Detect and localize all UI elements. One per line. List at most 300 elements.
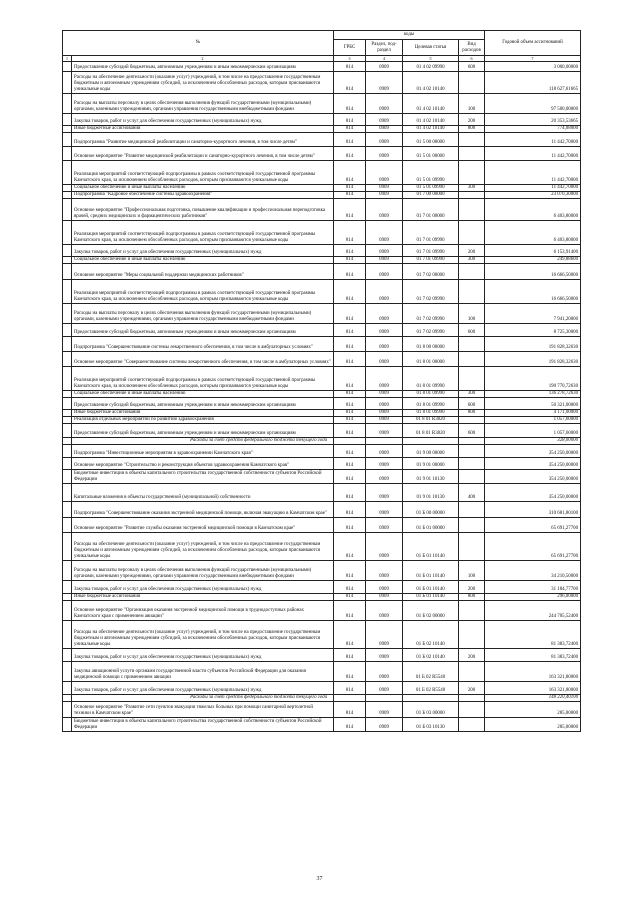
row-target-article: 01 5 01 00000 bbox=[403, 147, 459, 161]
table-row bbox=[63, 391, 581, 398]
row-amount: 16 666,50000 bbox=[485, 264, 581, 280]
row-name: Социальное обеспечение и иные выплаты населению bbox=[72, 391, 334, 398]
budget-page bbox=[62, 30, 580, 732]
row-number-cell bbox=[63, 257, 72, 264]
row-expense-type: 100 bbox=[459, 561, 485, 581]
header-grbs: ГРБС bbox=[334, 40, 366, 56]
table-row bbox=[63, 280, 581, 304]
row-section: 0909 bbox=[366, 391, 403, 398]
table-row bbox=[63, 417, 581, 424]
row-amount: 20 353,53665 bbox=[485, 114, 581, 126]
row-number-cell bbox=[63, 502, 72, 518]
row-grbs: 814 bbox=[334, 417, 366, 424]
row-amount: 249,88600 bbox=[485, 257, 581, 264]
table-row bbox=[63, 621, 581, 649]
row-grbs: 814 bbox=[334, 304, 366, 324]
row-expense-type: 800 bbox=[459, 126, 485, 133]
row-expense-type bbox=[459, 280, 485, 304]
row-amount: 118 627,61665 bbox=[485, 72, 581, 94]
table-row bbox=[63, 533, 581, 561]
row-target-article: 01 8 01 R3820 bbox=[403, 424, 459, 438]
row-amount: 136 278,72630 bbox=[485, 391, 581, 398]
row-amount: 148 220,40100 bbox=[485, 695, 581, 702]
note-row bbox=[63, 438, 581, 445]
row-section: 0909 bbox=[366, 147, 403, 161]
row-target-article: 01 Б 01 10140 bbox=[403, 581, 459, 594]
row-grbs: 814 bbox=[334, 147, 366, 161]
row-expense-type: 200 bbox=[459, 682, 485, 695]
table-row bbox=[63, 682, 581, 695]
row-grbs: 814 bbox=[334, 424, 366, 438]
row-grbs: 814 bbox=[334, 398, 366, 410]
row-expense-type: 200 bbox=[459, 245, 485, 257]
row-amount: 1 057,60000 bbox=[485, 424, 581, 438]
row-target-article: 01 4 02 10140 bbox=[403, 72, 459, 94]
budget-table bbox=[62, 30, 581, 732]
table-row bbox=[63, 352, 581, 367]
row-grbs: 814 bbox=[334, 114, 366, 126]
row-name: Подпрограмма "Инвестиционные мероприятия в здравоохранении Камчатского края" bbox=[72, 445, 334, 458]
row-section: 0909 bbox=[366, 470, 403, 484]
row-name: Реализация отдельных мероприятий по развитию здравоохранения bbox=[72, 417, 334, 424]
table-row bbox=[63, 470, 581, 484]
row-amount: 11 442,70000 bbox=[485, 147, 581, 161]
row-name: Предоставление субсидий бюджетным, автономным учреждениям и иным некоммерческим организациям bbox=[72, 424, 334, 438]
row-amount: 1 057,60000 bbox=[485, 417, 581, 424]
row-target-article: 01 7 01 00000 bbox=[403, 199, 459, 221]
note-row bbox=[63, 695, 581, 702]
row-amount: 163 321,80000 bbox=[485, 662, 581, 682]
row-section: 0909 bbox=[366, 192, 403, 199]
row-expense-type: 100 bbox=[459, 304, 485, 324]
row-amount: 310 681,80100 bbox=[485, 502, 581, 518]
row-target-article bbox=[403, 438, 459, 445]
row-section: 0909 bbox=[366, 72, 403, 94]
row-expense-type bbox=[459, 417, 485, 424]
row-section: 0909 bbox=[366, 324, 403, 337]
row-section: 0909 bbox=[366, 662, 403, 682]
row-target-article: 01 5 00 00000 bbox=[403, 133, 459, 147]
row-target-article: 01 7 01 09990 bbox=[403, 257, 459, 264]
row-section: 0909 bbox=[366, 417, 403, 424]
row-amount: 11 442,70000 bbox=[485, 161, 581, 185]
row-name: Основное мероприятие "Развитие медицинской реабилитации и санаторно-курортного лечения, в том числе детям" bbox=[72, 147, 334, 161]
row-grbs: 814 bbox=[334, 502, 366, 518]
row-section: 0909 bbox=[366, 280, 403, 304]
row-target-article: 01 4 02 09990 bbox=[403, 62, 459, 72]
row-expense-type: 600 bbox=[459, 62, 485, 72]
row-target-article: 01 8 00 00000 bbox=[403, 337, 459, 352]
row-target-article: 01 7 00 00000 bbox=[403, 192, 459, 199]
row-grbs: 814 bbox=[334, 185, 366, 192]
row-expense-type bbox=[459, 221, 485, 245]
row-number-cell bbox=[63, 94, 72, 114]
row-section: 0909 bbox=[366, 649, 403, 662]
table-row bbox=[63, 601, 581, 621]
table-row bbox=[63, 484, 581, 502]
row-grbs: 814 bbox=[334, 391, 366, 398]
row-name: Предоставление субсидий бюджетным, автономным учреждениям и иным некоммерческим организациям bbox=[72, 398, 334, 410]
table-body bbox=[63, 62, 581, 732]
row-amount: 16 666,50000 bbox=[485, 280, 581, 304]
row-grbs: 814 bbox=[334, 702, 366, 718]
row-target-article: 01 8 01 00000 bbox=[403, 352, 459, 367]
row-grbs: 814 bbox=[334, 221, 366, 245]
row-number-cell bbox=[63, 682, 72, 695]
row-section: 0909 bbox=[366, 94, 403, 114]
row-amount: 354 250,00000 bbox=[485, 458, 581, 470]
row-section: 0909 bbox=[366, 601, 403, 621]
row-number-cell bbox=[63, 185, 72, 192]
row-section: 0909 bbox=[366, 594, 403, 601]
row-target-article: 01 Б 03 00000 bbox=[403, 702, 459, 718]
row-number-cell bbox=[63, 324, 72, 337]
row-name: Социальное обеспечение и иные выплаты населению bbox=[72, 185, 334, 192]
row-amount: 244 705,52400 bbox=[485, 601, 581, 621]
row-amount: 11 442,70000 bbox=[485, 185, 581, 192]
row-name: Расходы на выплаты персоналу в целях обеспечения выполнения функций государственными (муниципальными) органами, казенными учреждениями, органами управления государственными внебюджетными фондами bbox=[72, 561, 334, 581]
row-amount: 163 321,80000 bbox=[485, 682, 581, 695]
row-section: 0909 bbox=[366, 702, 403, 718]
row-section: 0909 bbox=[366, 621, 403, 649]
row-grbs bbox=[334, 695, 366, 702]
row-target-article: 01 5 01 09990 bbox=[403, 161, 459, 185]
row-grbs: 814 bbox=[334, 280, 366, 304]
row-target-article: 01 Б 03 10130 bbox=[403, 718, 459, 732]
row-section: 0909 bbox=[366, 682, 403, 695]
row-grbs: 814 bbox=[334, 72, 366, 94]
table-row bbox=[63, 94, 581, 114]
row-amount: 774,08000 bbox=[485, 126, 581, 133]
row-expense-type bbox=[459, 72, 485, 94]
row-target-article: 01 4 02 10140 bbox=[403, 94, 459, 114]
table-row bbox=[63, 445, 581, 458]
table-row bbox=[63, 199, 581, 221]
row-expense-type: 800 bbox=[459, 594, 485, 601]
row-number-cell bbox=[63, 221, 72, 245]
table-row bbox=[63, 518, 581, 533]
table-row bbox=[63, 264, 581, 280]
row-target-article: 01 7 02 09990 bbox=[403, 280, 459, 304]
row-target-article: 01 8 01 R3820 bbox=[403, 417, 459, 424]
row-target-article: 01 Б 01 10140 bbox=[403, 533, 459, 561]
row-section: 0909 bbox=[366, 398, 403, 410]
row-section: 0909 bbox=[366, 126, 403, 133]
header-index: 5 bbox=[403, 56, 459, 62]
row-number-cell bbox=[63, 280, 72, 304]
row-amount: 31 184,77700 bbox=[485, 581, 581, 594]
row-name: Расходы за счет средств федерального бюджета текущего года bbox=[72, 695, 334, 702]
table-row bbox=[63, 398, 581, 410]
row-target-article: 01 8 01 09990 bbox=[403, 391, 459, 398]
row-grbs bbox=[334, 438, 366, 445]
row-name: Реализация мероприятий соответствующей подпрограммы в рамках соответствующей государственной программы Камчатского края, за исключением обособленных расходов, которым присваиваются уникальные коды bbox=[72, 280, 334, 304]
row-expense-type bbox=[459, 533, 485, 561]
header-exp-type: Вид расходов bbox=[459, 40, 485, 56]
row-expense-type bbox=[459, 502, 485, 518]
row-target-article: 01 Б 02 10140 bbox=[403, 621, 459, 649]
row-target-article: 01 Б 02 10140 bbox=[403, 649, 459, 662]
row-name: Основное мероприятие "Строительство и реконструкция объектов здравоохранения Камчатского края" bbox=[72, 458, 334, 470]
row-name: Расходы за счет средств федерального бюджета текущего года bbox=[72, 438, 334, 445]
table-row bbox=[63, 62, 581, 72]
header-index: 4 bbox=[366, 56, 403, 62]
row-number-cell bbox=[63, 417, 72, 424]
row-amount: 23 070,30000 bbox=[485, 192, 581, 199]
row-grbs: 814 bbox=[334, 718, 366, 732]
row-expense-type bbox=[459, 695, 485, 702]
row-target-article: 01 Б 02 R5540 bbox=[403, 662, 459, 682]
row-name: Бюджетные инвестиции в объекты капитального строительства государственной собственности субъектов Российской Федерации bbox=[72, 470, 334, 484]
table-row bbox=[63, 662, 581, 682]
row-amount: 190 770,72630 bbox=[485, 367, 581, 391]
row-expense-type: 300 bbox=[459, 185, 485, 192]
row-grbs: 814 bbox=[334, 458, 366, 470]
row-section: 0909 bbox=[366, 518, 403, 533]
row-number-cell bbox=[63, 662, 72, 682]
row-expense-type bbox=[459, 199, 485, 221]
row-expense-type: 200 bbox=[459, 649, 485, 662]
row-number-cell bbox=[63, 304, 72, 324]
row-grbs: 814 bbox=[334, 621, 366, 649]
row-amount: 354 250,00000 bbox=[485, 445, 581, 458]
row-target-article: 01 9 00 00000 bbox=[403, 445, 459, 458]
row-grbs: 814 bbox=[334, 662, 366, 682]
page-number: 37 bbox=[316, 876, 323, 882]
row-expense-type bbox=[459, 161, 485, 185]
row-grbs: 814 bbox=[334, 264, 366, 280]
row-grbs: 814 bbox=[334, 581, 366, 594]
row-number-cell bbox=[63, 161, 72, 185]
row-expense-type: 600 bbox=[459, 324, 485, 337]
row-amount: 3 000,00000 bbox=[485, 62, 581, 72]
header-index: 3 bbox=[334, 56, 366, 62]
row-amount: 97 500,00000 bbox=[485, 94, 581, 114]
row-expense-type bbox=[459, 445, 485, 458]
row-section: 0909 bbox=[366, 424, 403, 438]
table-row bbox=[63, 114, 581, 126]
row-target-article: 01 9 01 00000 bbox=[403, 458, 459, 470]
row-grbs: 814 bbox=[334, 470, 366, 484]
table-row bbox=[63, 561, 581, 581]
row-expense-type: 100 bbox=[459, 94, 485, 114]
row-number-cell bbox=[63, 561, 72, 581]
table-row bbox=[63, 245, 581, 257]
row-expense-type bbox=[459, 702, 485, 718]
table-row bbox=[63, 185, 581, 192]
header-target: Целевая статья bbox=[403, 40, 459, 56]
row-number-cell bbox=[63, 352, 72, 367]
row-expense-type bbox=[459, 264, 485, 280]
row-amount: 81 383,72400 bbox=[485, 649, 581, 662]
row-expense-type bbox=[459, 601, 485, 621]
row-section: 0909 bbox=[366, 304, 403, 324]
row-name: Реализация мероприятий соответствующей подпрограммы в рамках соответствующей государственной программы Камчатского края, за исключением обособленных расходов, которым присваиваются уникальные коды bbox=[72, 367, 334, 391]
row-section: 0909 bbox=[366, 62, 403, 72]
row-expense-type bbox=[459, 662, 485, 682]
row-number-cell bbox=[63, 458, 72, 470]
row-amount: 6 403,80000 bbox=[485, 199, 581, 221]
row-target-article: 01 4 02 10140 bbox=[403, 126, 459, 133]
row-grbs: 814 bbox=[334, 367, 366, 391]
row-amount: 285,00000 bbox=[485, 702, 581, 718]
row-number-cell bbox=[63, 695, 72, 702]
row-name: Расходы на обеспечение деятельности (оказание услуг) учреждений, в том числе на предоставление государственным бюджетным и автономным учреждениям субсидий, за исключением обособленных расходов, которым присваиваются уникальные коды bbox=[72, 533, 334, 561]
row-name: Основное мероприятие "Организация оказания экстренной медицинской помощи в труднодоступных районах Камчатского края с применением авиации" bbox=[72, 601, 334, 621]
row-amount: 296,00000 bbox=[485, 594, 581, 601]
row-number-cell bbox=[63, 470, 72, 484]
row-amount: 7 941,20000 bbox=[485, 304, 581, 324]
row-amount: 8 725,30000 bbox=[485, 324, 581, 337]
row-grbs: 814 bbox=[334, 324, 366, 337]
row-expense-type bbox=[459, 470, 485, 484]
row-number-cell bbox=[63, 337, 72, 352]
row-section: 0909 bbox=[366, 114, 403, 126]
row-number-cell bbox=[63, 147, 72, 161]
row-name: Подпрограмма "Совершенствование системы лекарственного обеспечения, в том числе в амбулаторных условиях" bbox=[72, 337, 334, 352]
table-row bbox=[63, 718, 581, 732]
row-name: Капитальные вложения в объекты государственной (муниципальной) собственности bbox=[72, 484, 334, 502]
row-name: Основное мероприятие "Меры социальной поддержки медицинских работников" bbox=[72, 264, 334, 280]
row-target-article: 01 Б 00 00000 bbox=[403, 502, 459, 518]
row-number-cell bbox=[63, 398, 72, 410]
row-grbs: 814 bbox=[334, 133, 366, 147]
row-expense-type: 200 bbox=[459, 581, 485, 594]
row-target-article: 01 Б 02 00000 bbox=[403, 601, 459, 621]
row-target-article: 01 4 02 10140 bbox=[403, 114, 459, 126]
row-grbs: 814 bbox=[334, 601, 366, 621]
row-expense-type bbox=[459, 518, 485, 533]
row-name: Бюджетные инвестиции в объекты капитального строительства государственной собственности субъектов Российской Федерации bbox=[72, 718, 334, 732]
table-row bbox=[63, 257, 581, 264]
row-grbs: 814 bbox=[334, 337, 366, 352]
row-number-cell bbox=[63, 718, 72, 732]
row-expense-type: 300 bbox=[459, 391, 485, 398]
row-target-article: 01 Б 02 R5540 bbox=[403, 682, 459, 695]
table-row bbox=[63, 324, 581, 337]
row-section: 0909 bbox=[366, 257, 403, 264]
row-amount: 191 828,32630 bbox=[485, 352, 581, 367]
row-expense-type bbox=[459, 133, 485, 147]
row-grbs: 814 bbox=[334, 192, 366, 199]
header-codes: коды bbox=[334, 31, 485, 40]
row-section: 0909 bbox=[366, 221, 403, 245]
row-expense-type bbox=[459, 337, 485, 352]
table-row bbox=[63, 502, 581, 518]
table-row bbox=[63, 424, 581, 438]
row-section: 0909 bbox=[366, 561, 403, 581]
row-section: 0909 bbox=[366, 367, 403, 391]
header-index: 1 bbox=[63, 56, 72, 62]
table-row bbox=[63, 410, 581, 417]
row-number-cell bbox=[63, 391, 72, 398]
row-amount: 191 828,32630 bbox=[485, 337, 581, 352]
row-name: Основное мероприятие "Совершенствование системы лекарственного обеспечения, в том числе в амбулаторных условиях" bbox=[72, 352, 334, 367]
header-total: Годовой объем ассигнований bbox=[485, 31, 581, 56]
row-number-cell bbox=[63, 126, 72, 133]
header-section: Раздел, под-раздел bbox=[366, 40, 403, 56]
row-amount: 11 442,70000 bbox=[485, 133, 581, 147]
row-grbs: 814 bbox=[334, 533, 366, 561]
row-section: 0909 bbox=[366, 245, 403, 257]
table-row bbox=[63, 337, 581, 352]
row-number-cell bbox=[63, 601, 72, 621]
row-name: Основное мероприятие "Профессиональная подготовка, повышение квалификации и профессиональная переподготовка врачей, средних медицинских и фармацевтических работников" bbox=[72, 199, 334, 221]
row-section: 0909 bbox=[366, 718, 403, 732]
row-amount: 354 250,00000 bbox=[485, 470, 581, 484]
table-row bbox=[63, 221, 581, 245]
row-grbs: 814 bbox=[334, 245, 366, 257]
row-expense-type: 600 bbox=[459, 424, 485, 438]
table-row bbox=[63, 192, 581, 199]
row-expense-type bbox=[459, 352, 485, 367]
row-number-cell bbox=[63, 702, 72, 718]
row-section: 0909 bbox=[366, 445, 403, 458]
table-row bbox=[63, 133, 581, 147]
row-grbs: 814 bbox=[334, 199, 366, 221]
header-index: 6 bbox=[459, 56, 485, 62]
row-target-article: 01 Б 01 10140 bbox=[403, 594, 459, 601]
row-section: 0909 bbox=[366, 484, 403, 502]
row-section: 0909 bbox=[366, 352, 403, 367]
row-section: 0909 bbox=[366, 581, 403, 594]
row-expense-type bbox=[459, 367, 485, 391]
row-name: Реализация мероприятий соответствующей подпрограммы в рамках соответствующей государственной программы Камчатского края, за исключением обособленных расходов, которым присваиваются уникальные коды bbox=[72, 161, 334, 185]
row-grbs: 814 bbox=[334, 518, 366, 533]
row-number-cell bbox=[63, 367, 72, 391]
row-grbs: 814 bbox=[334, 649, 366, 662]
row-amount: 4 171,00000 bbox=[485, 410, 581, 417]
row-number-cell bbox=[63, 438, 72, 445]
row-number-cell bbox=[63, 581, 72, 594]
row-number-cell bbox=[63, 424, 72, 438]
row-name: Иные бюджетные ассигнования bbox=[72, 126, 334, 133]
row-section: 0909 bbox=[366, 337, 403, 352]
row-name: Подпрограмма "Развитие медицинской реабилитации и санаторно-курортного лечения, в том числе детям" bbox=[72, 133, 334, 147]
row-number-cell bbox=[63, 199, 72, 221]
row-name: Реализация мероприятий соответствующей подпрограммы в рамках соответствующей государственной программы Камчатского края, за исключением обособленных расходов, которым присваиваются уникальные коды bbox=[72, 221, 334, 245]
row-number-cell bbox=[63, 133, 72, 147]
table-row bbox=[63, 72, 581, 94]
row-target-article: 01 9 01 10130 bbox=[403, 470, 459, 484]
row-amount: 6 153,91400 bbox=[485, 245, 581, 257]
row-name: Предоставление субсидий бюджетным, автономным учреждениям и иным некоммерческим организациям bbox=[72, 62, 334, 72]
row-amount: 65 691,27700 bbox=[485, 518, 581, 533]
row-expense-type bbox=[459, 438, 485, 445]
row-target-article: 01 7 02 00000 bbox=[403, 264, 459, 280]
table-row bbox=[63, 126, 581, 133]
row-number-cell bbox=[63, 445, 72, 458]
row-expense-type: 400 bbox=[459, 484, 485, 502]
row-section: 0909 bbox=[366, 533, 403, 561]
table-row bbox=[63, 594, 581, 601]
row-grbs: 814 bbox=[334, 352, 366, 367]
row-name: Расходы на выплаты персоналу в целях обеспечения выполнения функций государственными (муниципальными) органами, казенными учреждениями, органами управления государственными внебюджетными фондами bbox=[72, 94, 334, 114]
row-name: Закупка авиационной услуги органами государственной власти субъектов Российской Федерации для оказания медицинской помощи с применением авиации bbox=[72, 662, 334, 682]
row-amount: 328,00000 bbox=[485, 438, 581, 445]
table-row bbox=[63, 161, 581, 185]
row-target-article: 01 Б 01 10140 bbox=[403, 561, 459, 581]
row-target-article: 01 7 01 09990 bbox=[403, 221, 459, 245]
row-expense-type: 200 bbox=[459, 114, 485, 126]
row-target-article: 01 7 02 09990 bbox=[403, 304, 459, 324]
row-amount: 6 403,80000 bbox=[485, 221, 581, 245]
row-section bbox=[366, 438, 403, 445]
row-expense-type: 600 bbox=[459, 398, 485, 410]
row-name: Расходы на обеспечение деятельности (оказание услуг) учреждений, в том числе на предоставление государственным бюджетным и автономным учреждениям субсидий, за исключением обособленных расходов, которым присваиваются уникальные коды bbox=[72, 621, 334, 649]
row-name: Закупка товаров, работ и услуг для обеспечения государственных (муниципальных) нужд bbox=[72, 114, 334, 126]
table-row bbox=[63, 702, 581, 718]
